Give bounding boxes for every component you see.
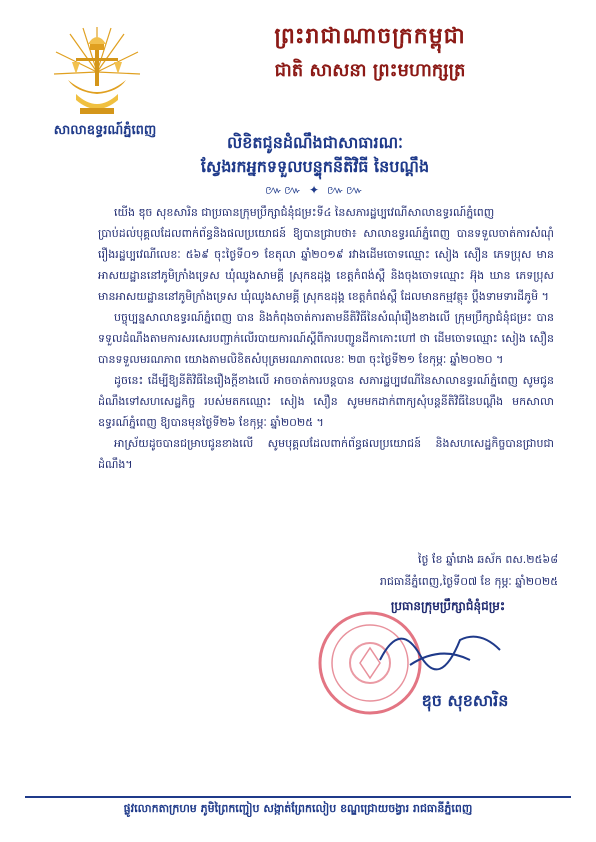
footer-address: ផ្លូវលោកតាក្រហម ភូមិព្រៃកញ្ជៀប សង្កាត់ព្រែកលៀប ខណ្ឌជ្រោយចង្វារ រាជធានីភ្នំពេញ [123,802,473,815]
signer-title: ប្រធានក្រុមប្រឹក្សាជំនុំជម្រះ [390,599,506,613]
body-paragraph-1: យើង ឌុច សុខសារិន ជាប្រធានក្រុមប្រឹក្សាជំនុំជម្រះទី៤ នៃសភារដ្ឋប្បវេណីសាលាឧទ្ធរណ៍ភ្នំពេញ [114,206,495,219]
body-paragraph-3: បច្ចុប្បន្នសាលាឧទ្ធរណ៍ភ្នំពេញ បាន និងកំពុងចាត់ការតាមនីតិវិធីនៃសំណុំរឿងខាងលើ ក្រុមប្រឹក្សាជំនុំជម្រះ បានទទួលដំណឹងតាមការសរសេរបញ្ជាក់លើរបាយការណ៍ស្ដីពីការបញ្ជូនដីកាកោះហៅ ថា ដើមចោទឈ្មោះ សៀង សឿន បានទទួលមរណភាព យោងតាមលិខិតសំបុត្រមរណភាពលេខៈ ២៣ ចុះថ្ងៃទី២១ ខែកុម្ភៈ ឆ្នាំ២០២០ ។ [98,311,554,366]
body-paragraph-2: ប្រាប់ដល់បុគ្គលដែលពាក់ព័ន្ធនិងផលប្រយោជន៍ ឱ្យបានជ្រាបថា៖ សាលាឧទ្ធរណ៍ភ្នំពេញ បានទទួលចាត់ការសំណុំរឿងរដ្ឋប្បវេណីលេខៈ ៥៦៩ ចុះថ្ងៃទី០១ ខែតុលា ឆ្នាំ២០១៩ រវាងដើមចោទឈ្មោះ សៀង សឿន ភេទប្រុស មានអាសយដ្ឋាននៅភូមិក្រាំងទ្រេស ឃុំឈូងសាមគ្គី ស្រុកឧដុង្គ ខេត្តកំពង់ស្ពឺ និងចុងចោទឈ្មោះ អ៊ុង ឃាន ភេទប្រុស មានអាសយដ្ឋាននៅភូមិក្រាំងទ្រេស ឃុំឈូងសាមគ្គី ស្រុកឧដុង្គ ខេត្តកំពង់ស្ពឺ ដែលមានកម្មវត្ថុ៖ ប្តឹងទាមទារដីភូមិ ។ [98,227,554,303]
signer-name: ឌុច សុខសារិន [421,691,509,710]
title-ornament: ៚៚ ✦ ៚៚ [265,183,365,197]
notice-subtitle: ស្វែងរកអ្នកទទួលបន្ទុកនីតិវិធី នៃបណ្ដឹង [200,157,430,176]
handwritten-signature [370,610,520,680]
notice-body [98,202,554,475]
court-name: សាលាឧទ្ធរណ៍ភ្នំពេញ [53,123,157,138]
royal-emblem-logo [50,22,145,122]
body-paragraph-4: ដូចនេះ ដើម្បីឱ្យនីតិវិធីនៃរឿងក្តីខាងលើ អាចចាត់ការបន្តបាន សភារដ្ឋប្បវេណីនៃសាលាឧទ្ធរណ៍ភ្នំពេញ សូមជូនដំណឹងទៅសហសេដ្ឋកិច្ច របស់មតកឈ្មោះ សៀង សឿន សូមមកដាក់ពាក្យសុំបន្តនីតិវិធីនៃបណ្ដឹង មកសាលាឧទ្ធរណ៍ភ្នំពេញ ឱ្យបានមុនថ្ងៃទី២៦ ខែកុម្ភៈ ឆ្នាំ២០២៥ ។ [98,374,554,429]
solar-date: រាជធានីភ្នំពេញ,ថ្ងៃទី០៧ ខែ កុម្ភៈ ឆ្នាំ២០២៥ [379,575,558,588]
national-motto: ជាតិ សាសនា ព្រះមហាក្សត្រ [274,60,466,81]
body-paragraph-5: អាស្រ័យដូចបានជម្រាបជូនខាងលើ សូមបុគ្គលដែលពាក់ព័ន្ធផលប្រយោជន៍ និងសហសេដ្ឋកិច្ចបានជ្រាបជាដំណឹង។ [98,437,554,471]
footer-divider [25,796,571,798]
lunar-date: ថ្ងៃ ខែ ឆ្នាំរោង ឆស័ក ពស.២៥៦៨ [418,553,558,566]
kingdom-header: ព្រះរាជាណាចក្រកម្ពុជា [274,24,466,49]
notice-title: លិខិតជូនដំណឹងជាសាធារណៈ [227,133,403,152]
